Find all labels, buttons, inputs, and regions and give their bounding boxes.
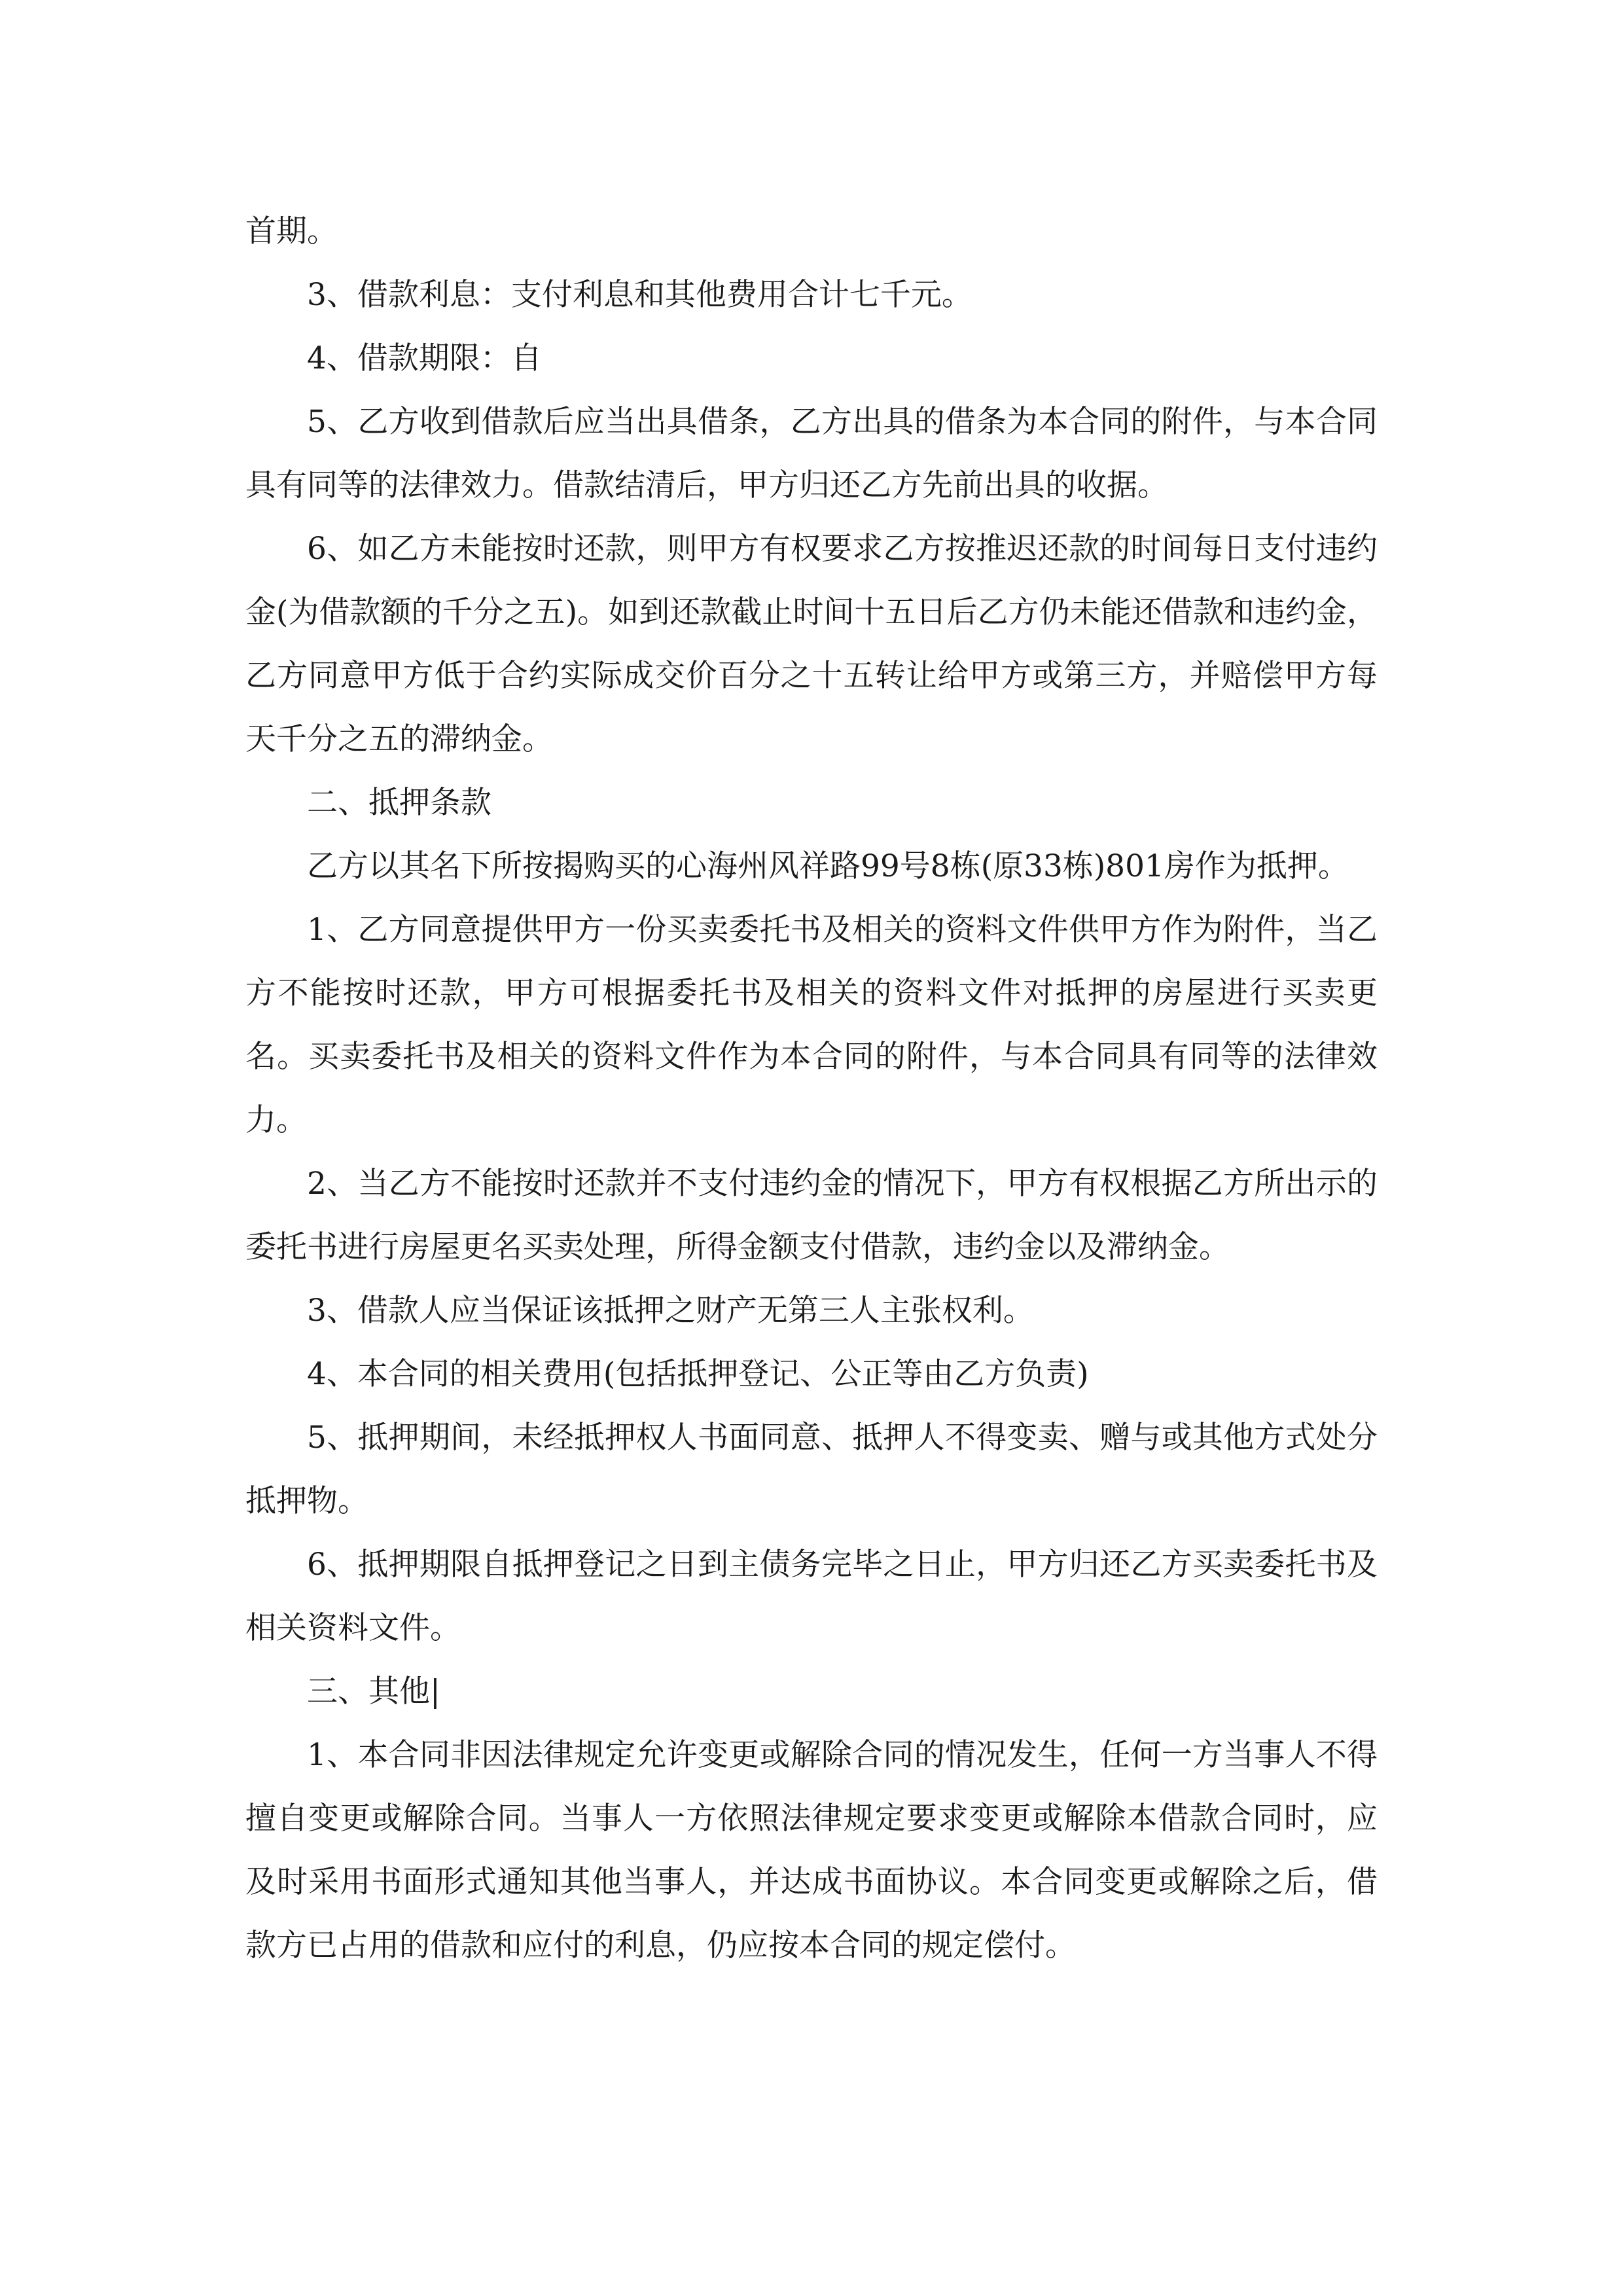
paragraph: 5、抵押期间，未经抵押权人书面同意、抵押人不得变卖、赠与或其他方式处分抵押物。 xyxy=(245,1420,1378,1519)
document-body xyxy=(245,200,1378,1977)
paragraph: 4、借款期限：自 xyxy=(307,340,542,376)
paragraph: 6、如乙方未能按时还款，则甲方有权要求乙方按推迟还款的时间每日支付违约金(为借款额的千分之五)。如到还款截止时间十五日后乙方仍未能还借款和违约金，乙方同意甲方低于合约实际成交价百分之十五转让给甲方或第三方，并赔偿甲方每天千分之五的滞纳金。 xyxy=(245,531,1378,757)
paragraph: 4、本合同的相关费用(包括抵押登记、公正等由乙方负责) xyxy=(307,1356,1089,1392)
paragraph: 3、借款人应当保证该抵押之财产无第三人主张权利。 xyxy=(307,1293,1034,1329)
paragraph: 3、借款利息：支付利息和其他费用合计七千元。 xyxy=(307,277,972,313)
paragraph: 首期。 xyxy=(245,213,338,249)
paragraph: 6、抵押期限自抵押登记之日到主债务完毕之日止，甲方归还乙方买卖委托书及相关资料文件。 xyxy=(245,1547,1378,1646)
paragraph: 5、乙方收到借款后应当出具借条，乙方出具的借条为本合同的附件，与本合同具有同等的法律效力。借款结清后，甲方归还乙方先前出具的收据。 xyxy=(245,404,1378,503)
paragraph: 2、当乙方不能按时还款并不支付违约金的情况下，甲方有权根据乙方所出示的委托书进行房屋更名买卖处理，所得金额支付借款，违约金以及滞纳金。 xyxy=(245,1166,1378,1265)
paragraph: 乙方以其名下所按揭购买的心海州风祥路99号8栋(原33栋)801房作为抵押。 xyxy=(307,848,1349,884)
paragraph: 1、乙方同意提供甲方一份买卖委托书及相关的资料文件供甲方作为附件，当乙方不能按时还款，甲方可根据委托书及相关的资料文件对抵押的房屋进行买卖更名。买卖委托书及相关的资料文件作为本合同的附件，与本合同具有同等的法律效力。 xyxy=(245,912,1378,1138)
paragraph: 三、其他| xyxy=(307,1674,440,1710)
paragraph: 二、抵押条款 xyxy=(307,785,491,821)
paragraph: 1、本合同非因法律规定允许变更或解除合同的情况发生，任何一方当事人不得擅自变更或解除合同。当事人一方依照法律规定要求变更或解除本借款合同时，应及时采用书面形式通知其他当事人，并达成书面协议。本合同变更或解除之后，借款方已占用的借款和应付的利息，仍应按本合同的规定偿付。 xyxy=(245,1737,1378,1964)
